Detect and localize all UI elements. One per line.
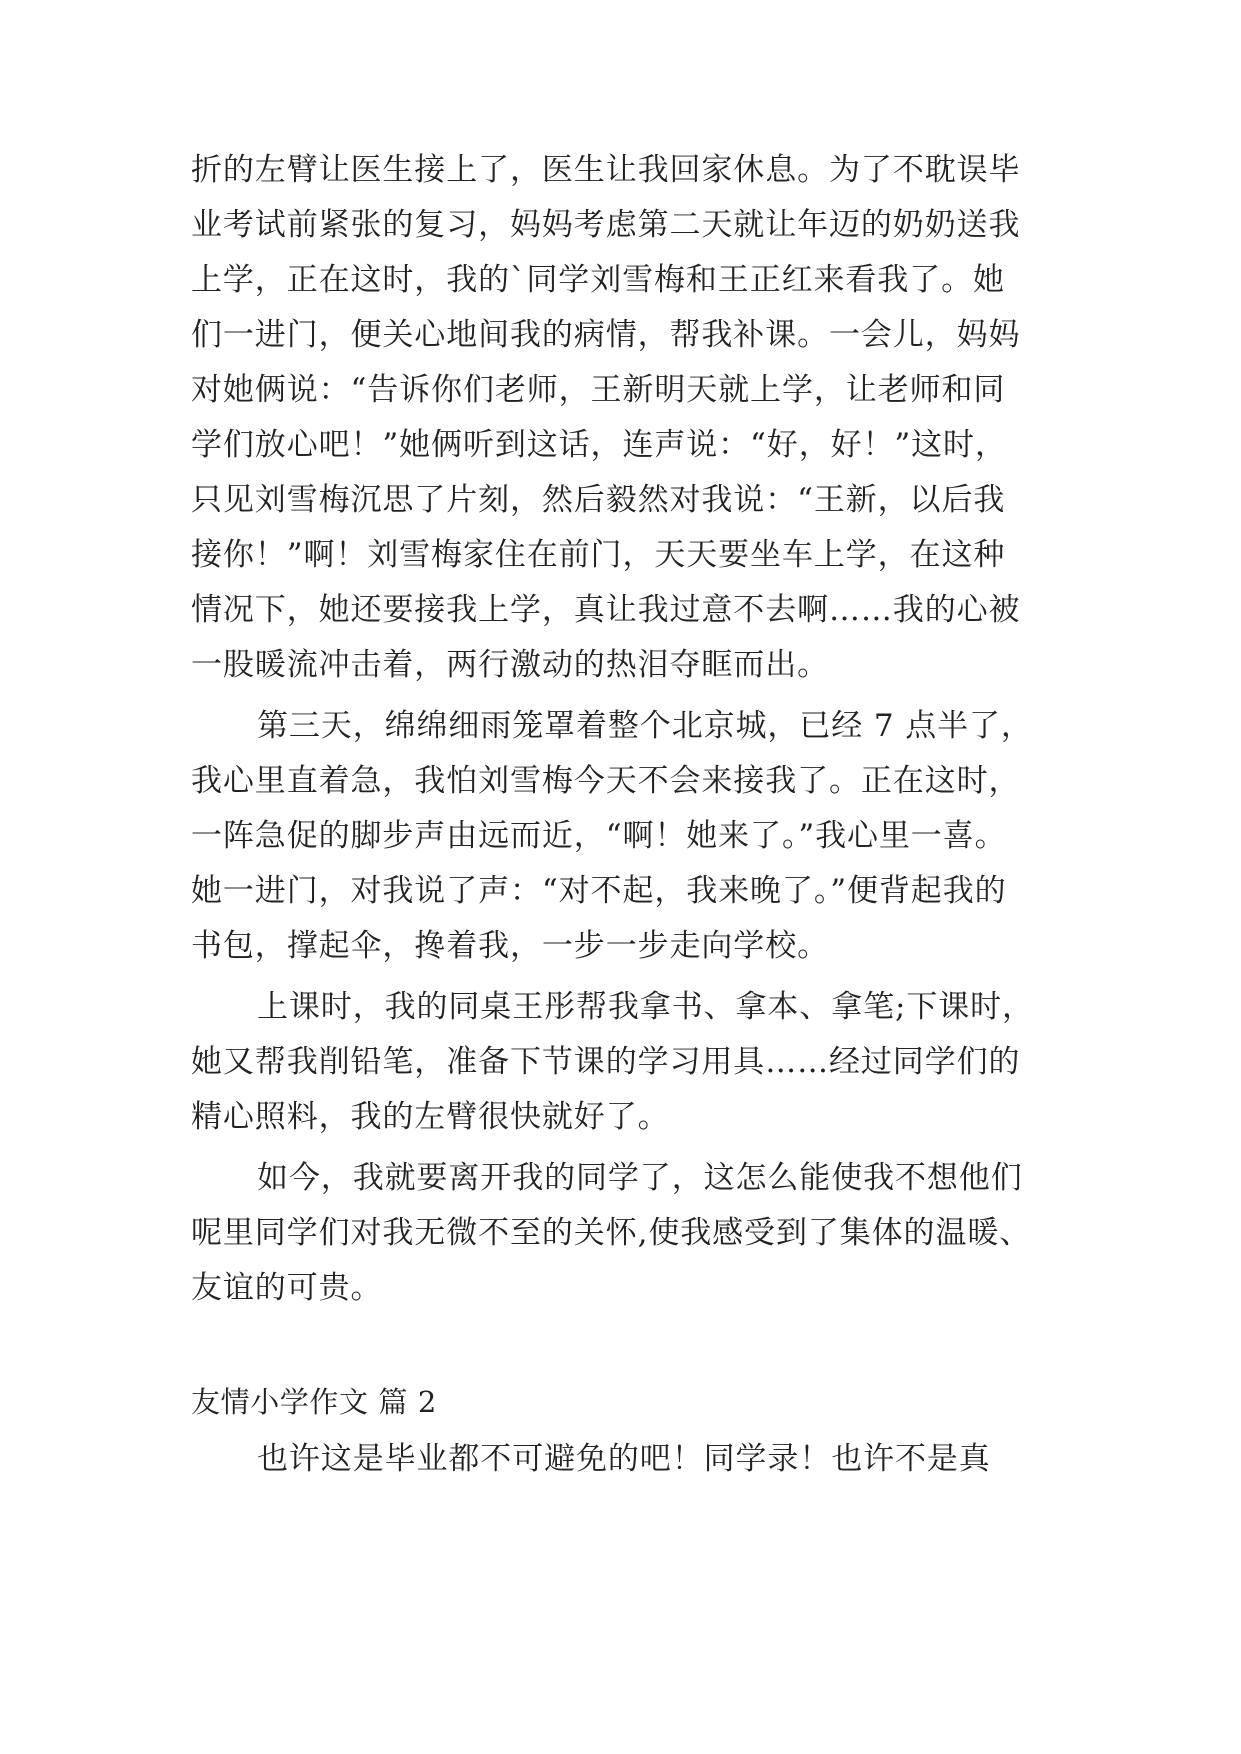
text-line: 一阵急促的脚步声由远而近，“啊！她来了。”我心里一喜。 [191,818,1007,854]
text-line: 第三天，绵绵细雨笼罩着整个北京城，已经 7 点半了， [257,708,1033,744]
text-line: 友谊的可贵。 [191,1270,383,1306]
text-line: 只见刘雪梅沉思了片刻，然后毅然对我说：“王新，以后我 [191,482,1006,518]
text-line: 我心里直着急，我怕刘雪梅今天不会来接我了。正在这时， [191,763,1021,799]
text-line: 一股暖流冲击着，两行激动的热泪夺眶而出。 [191,647,829,683]
text-line: 她又帮我削铅笔，准备下节课的学习用具……经过同学们的 [191,1044,1021,1080]
text-line: 情况下，她还要接我上学，真让我过意不去啊……我的心被 [191,592,1021,628]
text-line: 接你！”啊！刘雪梅家住在前门，天天要坐车上学，在这种 [191,537,1006,573]
text-line: 业考试前紧张的复习，妈妈考虑第二天就让年迈的奶奶送我 [191,207,1021,243]
text-line: 们一进门，便关心地间我的病情，帮我补课。一会儿，妈妈 [191,317,1021,353]
text-line: 呢里同学们对我无微不至的关怀,使我感受到了集体的温暖、 [191,1215,1032,1251]
text-line: 如今，我就要离开我的同学了，这怎么能使我不想他们 [257,1160,1023,1196]
text-line: 她一进门，对我说了声：“对不起，我来晚了。”便背起我的 [191,873,1007,909]
text-line: 上学，正在这时，我的`同学刘雪梅和王正红来看我了。她 [191,262,1005,298]
text-line: 上课时，我的同桌王彤帮我拿书、拿本、拿笔;下课时， [257,989,1034,1025]
text-line: 对她俩说：“告诉你们老师，王新明天就上学，让老师和同 [191,372,1006,408]
text-line: 也许这是毕业都不可避免的吧！同学录！也许不是真 [257,1441,991,1477]
text-line: 精心照料，我的左臂很快就好了。 [191,1099,670,1135]
section-heading: 友情小学作文 篇 2 [191,1385,437,1419]
text-line: 学们放心吧！”她俩听到这话，连声说：“好，好！”这时， [191,427,1007,463]
text-line: 书包，撑起伞，搀着我，一步一步走向学校。 [191,928,829,964]
text-line: 折的左臂让医生接上了，医生让我回家休息。为了不耽误毕 [191,152,1021,188]
